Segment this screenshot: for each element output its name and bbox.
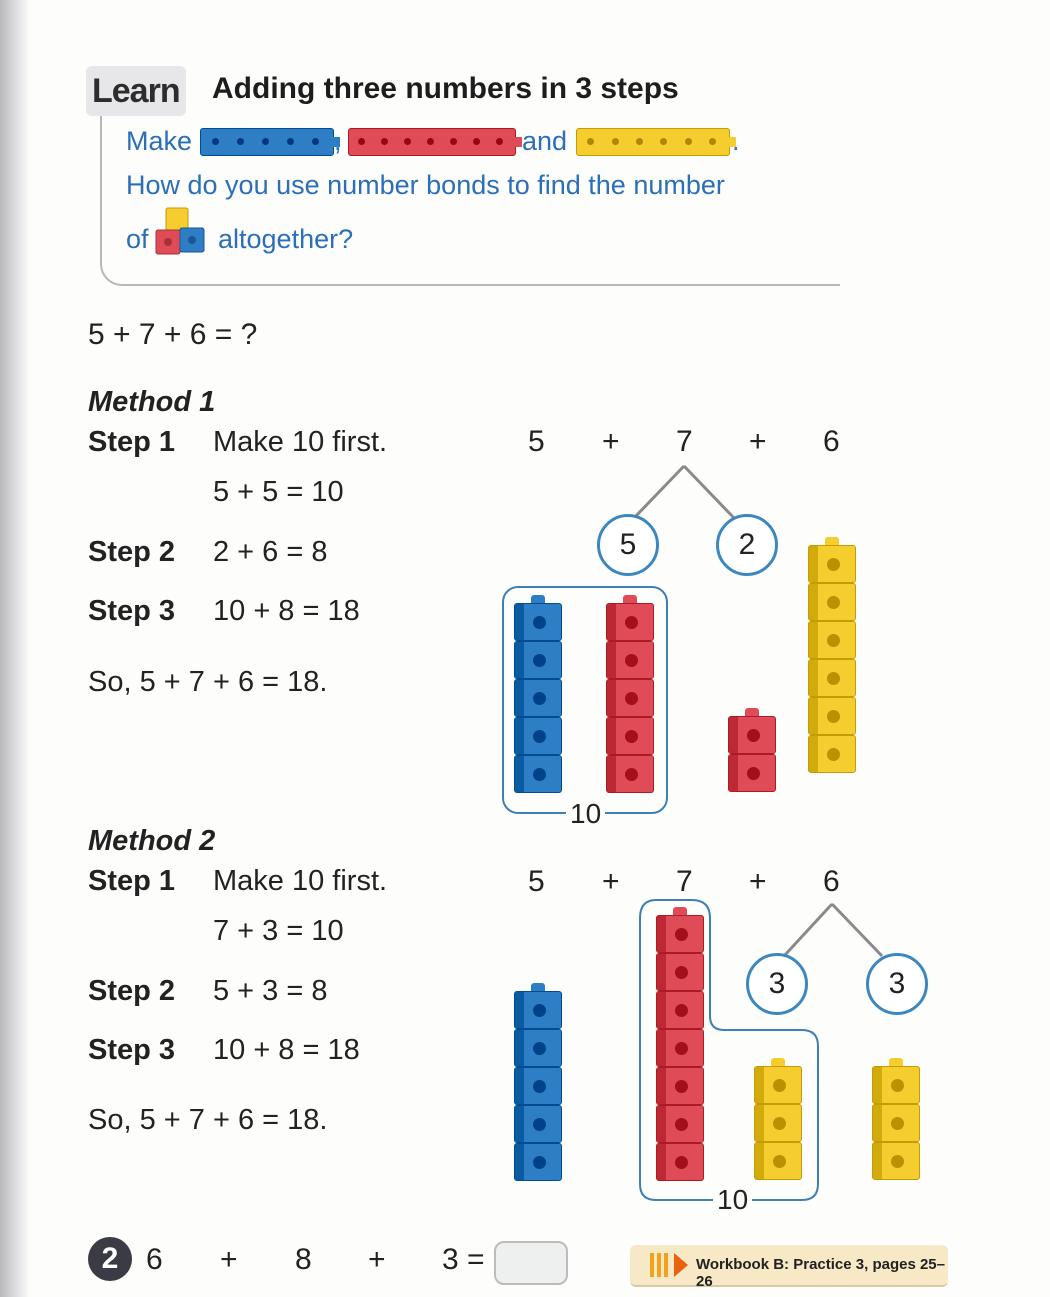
m1-expr-plus-2: + xyxy=(749,425,767,458)
strip-yellow-cube xyxy=(709,138,716,145)
m1-ten-label: 10 xyxy=(566,798,605,830)
question-of: of xyxy=(126,224,149,254)
m2-red-cube xyxy=(656,1067,704,1105)
m2-yellow-grouped-cube xyxy=(754,1142,802,1180)
m1-blue-cube xyxy=(514,603,562,641)
method2-conclusion: So, 5 + 7 + 6 = 18. xyxy=(88,1104,328,1136)
exercise-plus-1: + xyxy=(220,1243,238,1276)
method2-step2-equation: 5 + 3 = 8 xyxy=(213,975,328,1007)
m1-red-grouped-cube xyxy=(606,679,654,717)
m1-bond-circle-5: 5 xyxy=(597,514,659,576)
m2-bond-circle-3a: 3 xyxy=(746,953,808,1015)
m2-bond-circle-3b: 3 xyxy=(866,953,928,1015)
method1-step1-equation: 5 + 5 = 10 xyxy=(213,476,344,508)
method1-step2-equation: 2 + 6 = 8 xyxy=(213,536,328,568)
m2-blue-cube xyxy=(514,1029,562,1067)
m1-yellow-knob xyxy=(825,537,839,545)
cube-cluster-icon xyxy=(154,206,212,260)
exercise-term-6: 6 xyxy=(146,1243,163,1276)
method2-step2-label: Step 2 xyxy=(88,975,176,1007)
m2-yellow-grouped-knob xyxy=(771,1058,785,1066)
m1-yellow-cube xyxy=(808,697,856,735)
m2-yellow-grouped-cube xyxy=(754,1104,802,1142)
m2-blue-cube xyxy=(514,991,562,1029)
m1-bond-lines xyxy=(620,462,760,522)
m2-red-cube xyxy=(656,991,704,1029)
strip-yellow-cube xyxy=(685,138,692,145)
arrow-right-icon xyxy=(674,1253,688,1277)
strip-yellow-cube xyxy=(660,138,667,145)
strip-blue-cube xyxy=(237,138,244,145)
m2-blue-cube xyxy=(514,1067,562,1105)
m1-yellow-cube xyxy=(808,659,856,697)
m1-red-grouped-knob xyxy=(623,595,637,603)
strip-blue-cube xyxy=(212,138,219,145)
m1-blue-knob xyxy=(531,595,545,603)
m1-expr-6: 6 xyxy=(823,425,840,458)
m2-yellow-rest-cube xyxy=(872,1104,920,1142)
strip-red-cube xyxy=(427,138,434,145)
m1-bond-circle-2: 2 xyxy=(716,514,778,576)
exercise-term-8: 8 xyxy=(295,1243,312,1276)
m1-blue-cube xyxy=(514,641,562,679)
method1-title: Method 1 xyxy=(88,386,216,418)
method2-step3-equation: 10 + 8 = 18 xyxy=(213,1034,360,1066)
method1-conclusion: So, 5 + 7 + 6 = 18. xyxy=(88,666,328,698)
strip-blue-cube xyxy=(262,138,269,145)
strip-red-cube xyxy=(473,138,480,145)
question-line-1: How do you use number bonds to find the number xyxy=(126,170,725,200)
m2-blue-cube xyxy=(514,1105,562,1143)
exercise-number-badge: 2 xyxy=(88,1237,132,1281)
m2-yellow-rest-cube xyxy=(872,1142,920,1180)
m1-red-rest-cube xyxy=(728,716,776,754)
m1-blue-cube xyxy=(514,679,562,717)
m1-red-grouped-cube xyxy=(606,717,654,755)
exercise-plus-2: + xyxy=(368,1243,386,1276)
m2-yellow-rest-cube xyxy=(872,1066,920,1104)
method1-step2-label: Step 2 xyxy=(88,536,176,568)
strip-red-cube xyxy=(404,138,411,145)
blue-cube-strip xyxy=(200,128,334,156)
red-cube-strip xyxy=(348,128,516,156)
strip-red-knob xyxy=(515,137,522,147)
method1-step1-label: Step 1 xyxy=(88,426,176,458)
m2-expr-plus-1: + xyxy=(602,865,620,898)
comma-text: , xyxy=(334,126,342,156)
m2-red-cube xyxy=(656,915,704,953)
m2-red-cube xyxy=(656,1143,704,1181)
m2-expr-plus-2: + xyxy=(749,865,767,898)
m2-yellow-rest-knob xyxy=(889,1058,903,1066)
m2-red-cube xyxy=(656,1029,704,1067)
strip-red-cube xyxy=(496,138,503,145)
method2-step1-label: Step 1 xyxy=(88,865,176,897)
method2-title: Method 2 xyxy=(88,825,216,857)
period-text: . xyxy=(732,126,740,156)
strip-red-cube xyxy=(381,138,388,145)
m1-yellow-cube xyxy=(808,545,856,583)
m2-blue-knob xyxy=(531,983,545,991)
stripes-icon xyxy=(650,1253,676,1277)
strip-yellow-cube xyxy=(612,138,619,145)
method1-step3-label: Step 3 xyxy=(88,595,176,627)
method1-step1-text: Make 10 first. xyxy=(213,426,388,458)
method2-step1-text: Make 10 first. xyxy=(213,865,388,897)
m2-expr-6: 6 xyxy=(823,865,840,898)
exercise-answer-box[interactable] xyxy=(494,1241,568,1285)
strip-red-cube xyxy=(450,138,457,145)
m1-yellow-cube xyxy=(808,735,856,773)
m1-red-rest-cube xyxy=(728,754,776,792)
m1-blue-cube xyxy=(514,717,562,755)
question-altogether: altogether? xyxy=(218,224,354,254)
strip-blue-cube xyxy=(287,138,294,145)
yellow-cube-strip xyxy=(576,128,730,156)
learn-badge: Learn xyxy=(86,66,186,116)
strip-blue-cube xyxy=(312,138,319,145)
and-word: and xyxy=(522,126,568,156)
m1-red-grouped-cube xyxy=(606,603,654,641)
strip-yellow-cube xyxy=(587,138,594,145)
workbook-reference-tag xyxy=(630,1245,948,1290)
m1-red-grouped-cube xyxy=(606,755,654,793)
m2-yellow-grouped-cube xyxy=(754,1066,802,1104)
m2-red-cube xyxy=(656,953,704,991)
method2-step3-label: Step 3 xyxy=(88,1034,176,1066)
m1-red-rest-knob xyxy=(745,708,759,716)
m2-expr-7: 7 xyxy=(676,865,693,898)
book-gutter-shadow xyxy=(0,0,30,1297)
m1-yellow-cube xyxy=(808,621,856,659)
method1-step3-equation: 10 + 8 = 18 xyxy=(213,595,360,627)
strip-red-cube xyxy=(358,138,365,145)
learn-title: Adding three numbers in 3 steps xyxy=(212,72,679,105)
m1-expr-7: 7 xyxy=(676,425,693,458)
strip-yellow-cube xyxy=(636,138,643,145)
workbook-reference-text: Workbook B: Practice 3, pages 25–26 xyxy=(696,1256,945,1290)
m2-ten-label: 10 xyxy=(713,1184,752,1216)
m2-red-knob xyxy=(673,907,687,915)
m1-blue-cube xyxy=(514,755,562,793)
m1-yellow-cube xyxy=(808,583,856,621)
m2-blue-cube xyxy=(514,1143,562,1181)
make-word: Make xyxy=(126,126,193,156)
exercise-term-3-equals: 3 = xyxy=(442,1243,485,1276)
problem-equation: 5 + 7 + 6 = ? xyxy=(88,318,258,351)
m2-red-cube xyxy=(656,1105,704,1143)
m1-expr-plus-1: + xyxy=(602,425,620,458)
m1-red-grouped-cube xyxy=(606,641,654,679)
m2-expr-5: 5 xyxy=(528,865,545,898)
method2-step1-equation: 7 + 3 = 10 xyxy=(213,915,344,947)
m1-expr-5: 5 xyxy=(528,425,545,458)
